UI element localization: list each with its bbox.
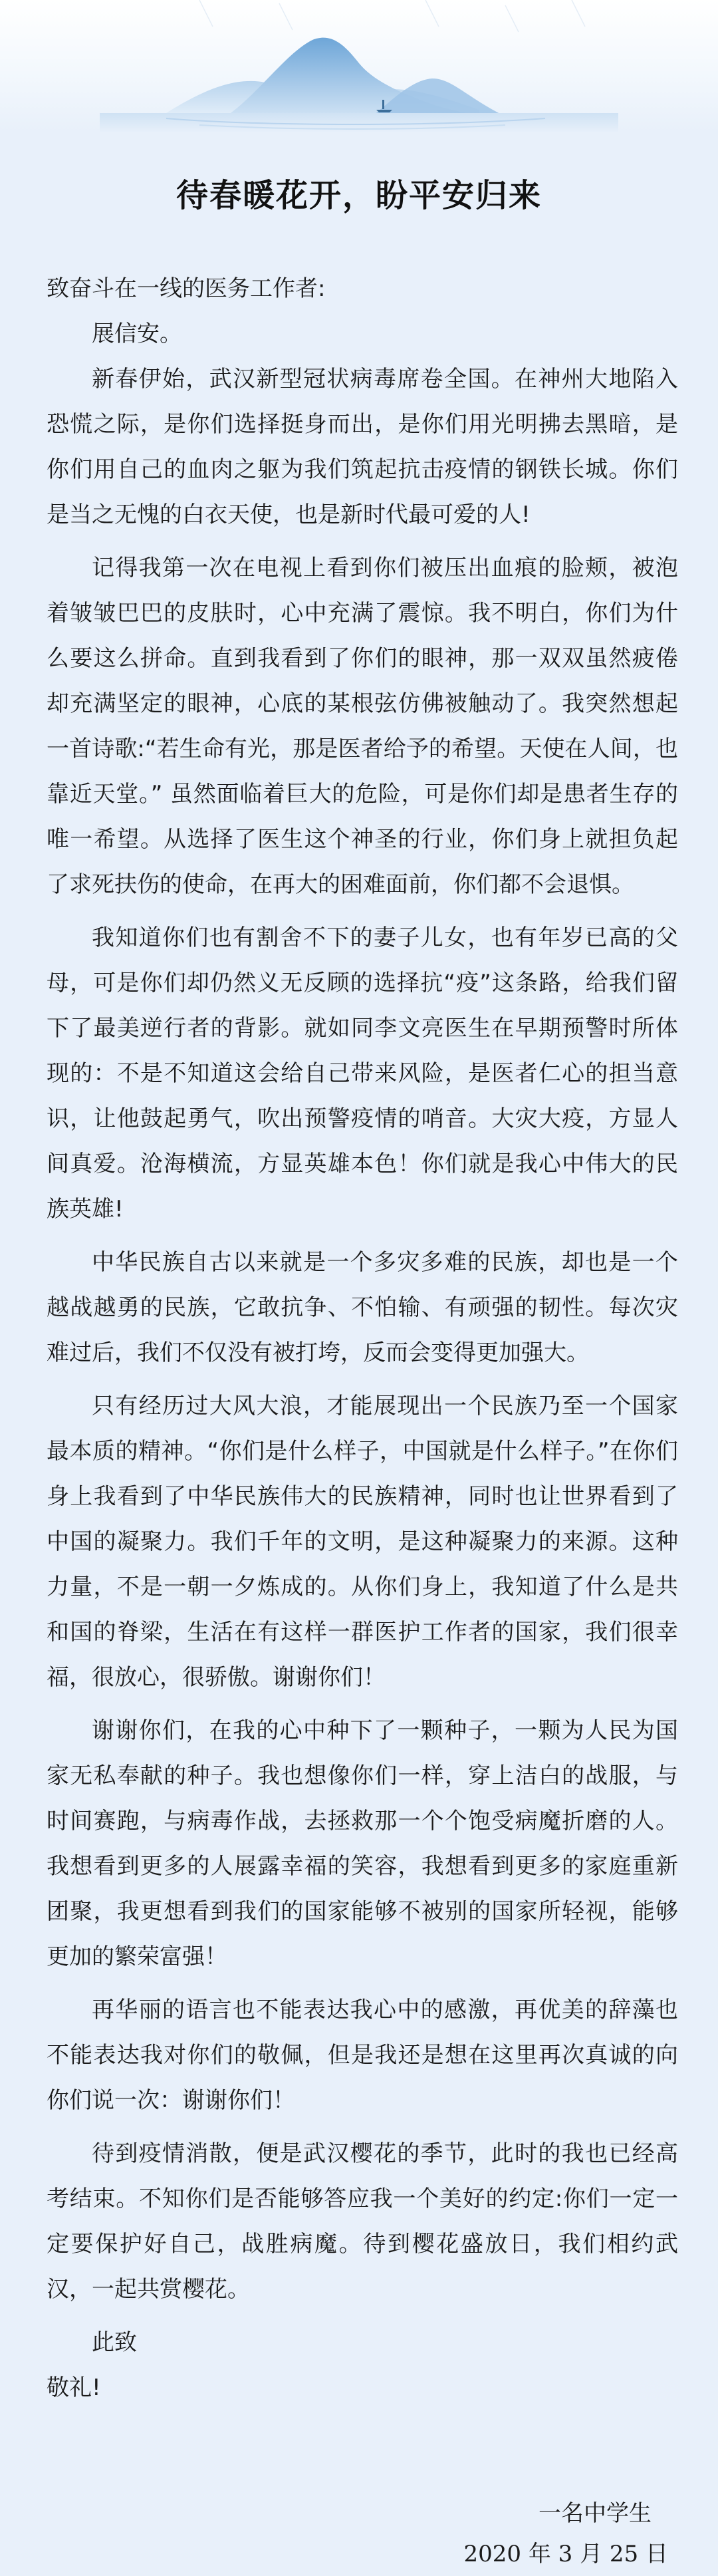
letter-body [47, 266, 678, 2410]
paragraph: 我知道你们也有割舍不下的妻子儿女，也有年岁已高的父母，可是你们却仍然义无反顾的选择抗“疫”这条路，给我们留下了最美逆行者的背影。就如同李文亮医生在早期预警时所体现的：不是不知道这会给自己带来风险，是医者仁心的担当意识，让他鼓起勇气，吹出预警疫情的哨音。大灾大疫，方显人间真爱。沧海横流，方显英雄本色！你们就是我心中伟大的民族英雄! [47, 925, 678, 1222]
paragraph: 记得我第一次在电视上看到你们被压出血痕的脸颊，被泡着皱皱巴巴的皮肤时，心中充满了震惊。我不明白，你们为什么要这么拼命。直到我看到了你们的眼神，那一双双虽然疲倦却充满坚定的眼神，心底的某根弦仿佛被触动了。我突然想起一首诗歌:“若生命有光，那是医者给予的希望。天使在人间，也靠近天堂。” 虽然面临着巨大的危险，可是你们却是患者生存的唯一希望。从选择了医生这个神圣的行业，你们身上就担负起了求死扶伤的使命，在再大的困难面前，你们都不会退惧。 [47, 555, 678, 898]
header-banner [0, 0, 718, 133]
mountain-landscape-illustration [0, 0, 718, 133]
signature: 一名中学生 [538, 2500, 652, 2527]
paragraph: 新春伊始，武汉新型冠状病毒席卷全国。在神州大地陷入恐慌之际，是你们选择挺身而出，是你们用光明拂去黑暗，是你们用自己的血肉之躯为我们筑起抗击疫情的钢铁长城。你们是当之无愧的白衣天使，也是新时代最可爱的人! [47, 366, 678, 528]
paragraph: 谢谢你们，在我的心中种下了一颗种子，一颗为人民为国家无私奉献的种子。我也想像你们一样，穿上洁白的战服，与时间赛跑，与病毒作战，去拯救那一个个饱受病魔折磨的人。我想看到更多的人展露幸福的笑容，我想看到更多的家庭重新团聚，我更想看到我们的国家能够不被别的国家所轻视，能够更加的繁荣富强！ [47, 1717, 678, 1970]
letter-date: 2020 年 3 月 25 日 [463, 2541, 668, 2567]
paragraph: 中华民族自古以来就是一个多灾多难的民族，却也是一个越战越勇的民族，它敢抗争、不怕输、有顽强的韧性。每次灾难过后，我们不仅没有被打垮，反而会变得更加强大。 [47, 1249, 678, 1366]
salutation: 致奋斗在一线的医务工作者: [47, 275, 326, 302]
closing-line: 此致 [92, 2329, 137, 2356]
greeting: 展信安。 [92, 321, 182, 347]
paragraph: 只有经历过大风大浪，才能展现出一个民族乃至一个国家最本质的精神。“你们是什么样子，中国就是什么样子。”在你们身上我看到了中华民族伟大的民族精神，同时也让世界看到了中国的凝聚力。我们千年的文明，是这种凝聚力的来源。这种力量，不是一朝一夕炼成的。从你们身上，我知道了什么是共和国的脊梁，生活在有这样一群医护工作者的国家，我们很幸福，很放心，很骄傲。谢谢你们！ [47, 1393, 678, 1691]
paragraph: 再华丽的语言也不能表达我心中的感激，再优美的辞藻也不能表达我对你们的敬佩，但是我还是想在这里再次真诚的向你们说一次：谢谢你们！ [47, 1997, 678, 2114]
letter-title: 待春暖花开，盼平安归来 [176, 177, 542, 214]
closing-salute: 敬礼! [47, 2374, 101, 2401]
paragraph: 待到疫情消散，便是武汉樱花的季节，此时的我也已经高考结束。不知你们是否能够答应我一个美好的约定:你们一定一定要保护好自己，战胜病魔。待到樱花盛放日，我们相约武汉，一起共赏樱花。 [47, 2140, 678, 2303]
